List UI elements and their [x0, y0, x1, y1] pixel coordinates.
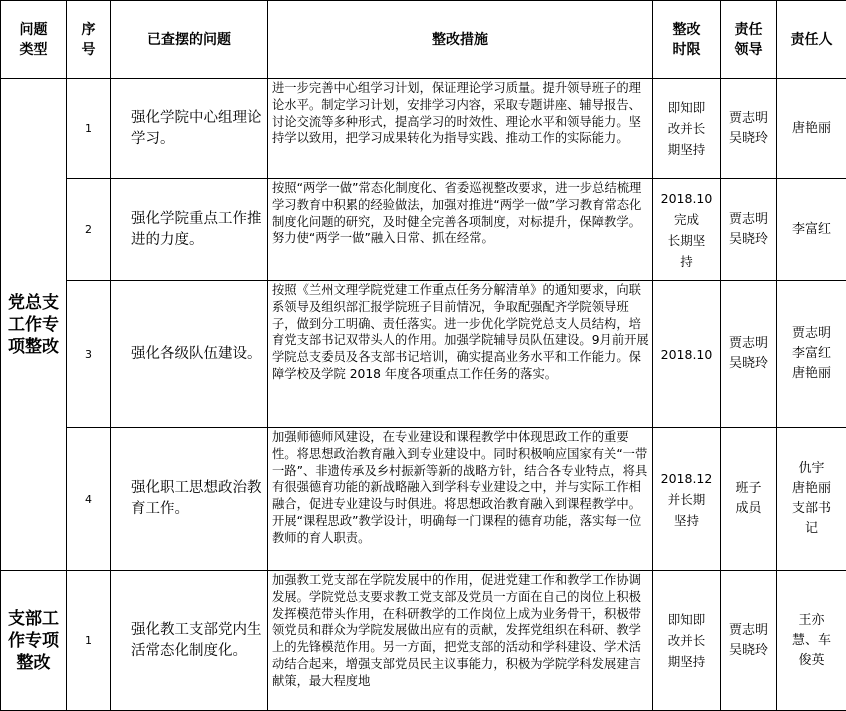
serial-number: 1	[67, 571, 111, 711]
leader-cell: 班子 成员	[721, 428, 777, 571]
table-row	[1, 571, 846, 711]
header-serial-number: 序 号	[67, 1, 111, 79]
person-cell: 唐艳丽	[777, 79, 846, 179]
deadline-cell: 2018.10 完成 长期坚 持	[653, 179, 721, 281]
leader-cell: 贾志明 吴晓玲	[721, 571, 777, 711]
problem-type-cell: 支部工 作专项 整改	[1, 571, 67, 711]
deadline-cell: 即知即 改并长 期坚持	[653, 79, 721, 179]
person-cell: 贾志明 李富红 唐艳丽	[777, 281, 846, 428]
person-cell: 李富红	[777, 179, 846, 281]
deadline-cell: 2018.10	[653, 281, 721, 428]
issue-cell: 强化职工思想政治教育工作。	[111, 428, 268, 571]
issue-cell: 强化学院中心组理论学习。	[111, 79, 268, 179]
problem-type-cell: 党总支 工作专 项整改	[1, 79, 67, 571]
header-deadline: 整改 时限	[653, 1, 721, 79]
issue-cell: 强化各级队伍建设。	[111, 281, 268, 428]
leader-cell: 贾志明 吴晓玲	[721, 281, 777, 428]
header-identified-issue: 已查摆的问题	[111, 1, 268, 79]
header-responsible-person: 责任人	[777, 1, 846, 79]
table-row	[1, 281, 846, 428]
leader-cell: 贾志明 吴晓玲	[721, 179, 777, 281]
serial-number: 3	[67, 281, 111, 428]
serial-number: 1	[67, 79, 111, 179]
issue-cell: 强化学院重点工作推进的力度。	[111, 179, 268, 281]
measure-cell: 加强教工党支部在学院发展中的作用，促进党建工作和教学工作协调发展。学院党总支要求教工党支部及党员一方面在自己的岗位上积极发挥模范带头作用，在科研教学的工作岗位上成为业务骨干，积极带领党员和群众为学院发展做出应有的贡献，发挥党组织在科研、教学上的先锋模范作用。另一方面，把党支部的活动和学科建设、学术活动结合起来，增强支部党员民主议事能力，积极为学院学科发展建言献策，最大程度地	[268, 571, 653, 711]
person-cell: 王亦 慧、车 俊英	[777, 571, 846, 711]
serial-number: 4	[67, 428, 111, 571]
header-rectification-measures: 整改措施	[268, 1, 653, 79]
measure-cell: 按照《兰州文理学院党建工作重点任务分解清单》的通知要求，向联系领导及组织部汇报学院班子目前情况，争取配强配齐学院领导班子，做到分工明确、责任落实。进一步优化学院党总支人员结构，培育党支部书记双带头人的作用。加强学院辅导员队伍建设。9月前开展学院总支委员及各支部书记培训，确实提高业务水平和工作能力。保障学校及学院 2018 年度各项重点工作任务的落实。	[268, 281, 653, 428]
serial-number: 2	[67, 179, 111, 281]
deadline-cell: 即知即 改并长 期坚持	[653, 571, 721, 711]
measure-cell: 加强师德师风建设，在专业建设和课程教学中体现思政工作的重要性。将思想政治教育融入到专业建设中。同时积极响应国家有关“一带一路”、非遗传承及乡村振新等新的战略方针，结合各专业特点，将具有很强德育功能的新战略融入到学科专业建设之中，并与实际工作相融合，促进专业建设与时俱进。将思想政治教育融入到课程教学中。开展“课程思政”教学设计，明确每一门课程的德育功能，落实每一位教师的育人职责。	[268, 428, 653, 571]
header-problem-type: 问题 类型	[1, 1, 67, 79]
deadline-cell: 2018.12 并长期 坚持	[653, 428, 721, 571]
person-cell: 仇宇 唐艳丽 支部书 记	[777, 428, 846, 571]
table-row	[1, 428, 846, 571]
issue-cell: 强化教工支部党内生活常态化制度化。	[111, 571, 268, 711]
leader-cell: 贾志明 吴晓玲	[721, 79, 777, 179]
table-row	[1, 179, 846, 281]
header-row	[1, 1, 846, 79]
measure-cell: 按照“两学一做”常态化制度化、省委巡视整改要求，进一步总结梳理学习教育中积累的经验做法，加强对推进“两学一做”学习教育常态化制度化问题的研究，及时健全完善各项制度，对标提升，保障教学。努力使“两学一做”融入日常、抓在经常。	[268, 179, 653, 281]
table-row	[1, 79, 846, 179]
header-responsible-leader: 责任 领导	[721, 1, 777, 79]
measure-cell: 进一步完善中心组学习计划，保证理论学习质量。提升领导班子的理论水平。制定学习计划，安排学习内容，采取专题讲座、辅导报告、讨论交流等多种形式，提高学习的时效性、理论水平和领导能力。坚持学以致用，把学习成果转化为指导实践、推动工作的实际能力。	[268, 79, 653, 179]
